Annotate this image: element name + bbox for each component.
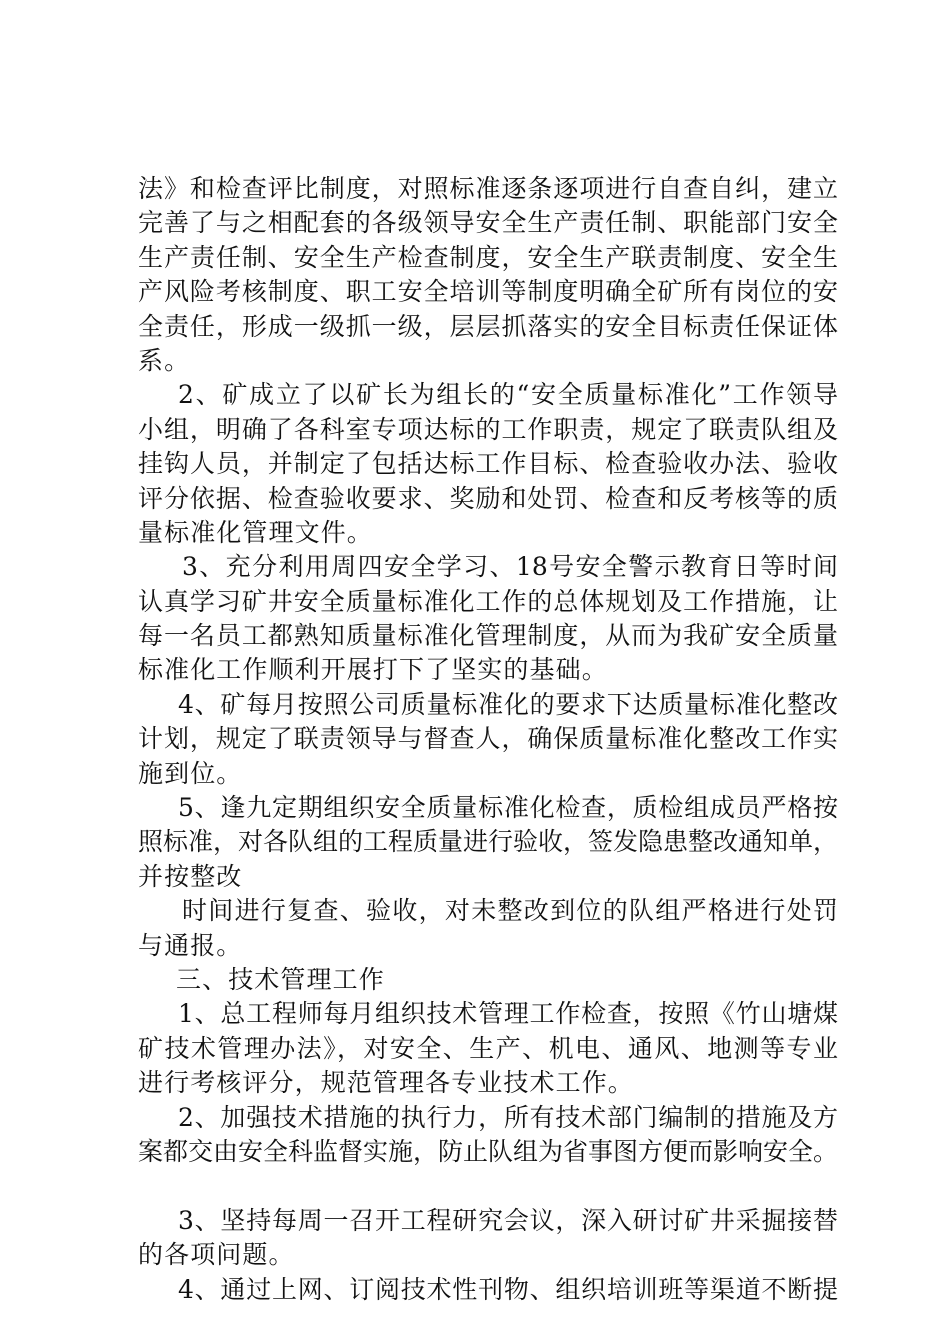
- text-line: 进行考核评分，规范管理各专业技术工作。: [138, 1068, 634, 1098]
- text-line: 的各项问题。: [138, 1240, 295, 1270]
- text-line: 照标准，对各队组的工程质量进行验收，签发隐患整改通知单，: [138, 827, 839, 857]
- text-line: 施到位。: [138, 758, 243, 788]
- document-body: [138, 172, 838, 1307]
- text-line: 计划，规定了联责领导与督查人，确保质量标准化整改工作实: [138, 724, 838, 754]
- text-line: 量标准化管理文件。: [138, 517, 373, 547]
- text-line: 挂钩人员，并制定了包括达标工作目标、检查验收办法、验收: [138, 449, 838, 479]
- text-line: 认真学习矿井安全质量标准化工作的总体规划及工作措施，让: [138, 586, 838, 616]
- paragraph-tech-2-first-line: 2、加强技术措施的执行力，所有技术部门编制的措施及方: [178, 1102, 838, 1132]
- paragraph-tech-4-first-line: 4、通过上网、订阅技术性刊物、组织培训班等渠道不断提: [178, 1274, 838, 1304]
- paragraph-tech-3-first-line: 3、坚持每周一召开工程研究会议，深入研讨矿井采掘接替: [178, 1205, 838, 1235]
- text-line: 法》和检查评比制度，对照标准逐条逐项进行自查自纠，建立: [138, 174, 838, 203]
- text-line: 与通报。: [138, 930, 243, 960]
- paragraph-4-first-line: 4、矿每月按照公司质量标准化的要求下达质量标准化整改: [178, 689, 838, 719]
- paragraph-3-first-line: 3、充分利用周四安全学习、18号安全警示教育日等时间: [182, 552, 838, 582]
- text-line: 小组，明确了各科室专项达标的工作职责，规定了联责队组及: [138, 414, 838, 444]
- text-line: 每一名员工都熟知质量标准化管理制度，从而为我矿安全质量: [138, 621, 838, 651]
- text-line: 产风险考核制度、职工安全培训等制度明确全矿所有岗位的安: [138, 277, 838, 307]
- text-line: 时间进行复查、验收，对未整改到位的队组严格进行处罚: [182, 896, 838, 926]
- paragraph-5-first-line: 5、逢九定期组织安全质量标准化检查，质检组成员严格按: [178, 793, 838, 823]
- text-line: 生产责任制、安全生产检查制度，安全生产联责制度、安全生: [138, 242, 838, 272]
- text-line: 完善了与之相配套的各级领导安全生产责任制、职能部门安全: [138, 208, 838, 238]
- text-line: 案都交由安全科监督实施，防止队组为省事图方便而影响安全。: [138, 1136, 839, 1166]
- paragraph-tech-1-first-line: 1、总工程师每月组织技术管理工作检查，按照《竹山塘煤: [178, 999, 838, 1029]
- section-heading: 三、技术管理工作: [176, 964, 385, 994]
- paragraph-2-first-line: 2、矿成立了以矿长为组长的“安全质量标准化”工作领导: [178, 380, 838, 410]
- text-line: 评分依据、检查验收要求、奖励和处罚、检查和反考核等的质: [138, 483, 838, 513]
- text-line: 并按整改: [138, 861, 243, 891]
- text-line: 标准化工作顺利开展打下了坚实的基础。: [138, 655, 608, 685]
- text-line: 系。: [138, 345, 191, 375]
- blank-line: [138, 1169, 838, 1203]
- text-line: 全责任，形成一级抓一级，层层抓落实的安全目标责任保证体: [138, 311, 838, 341]
- text-line: 矿技术管理办法》，对安全、生产、机电、通风、地测等专业: [138, 1033, 838, 1063]
